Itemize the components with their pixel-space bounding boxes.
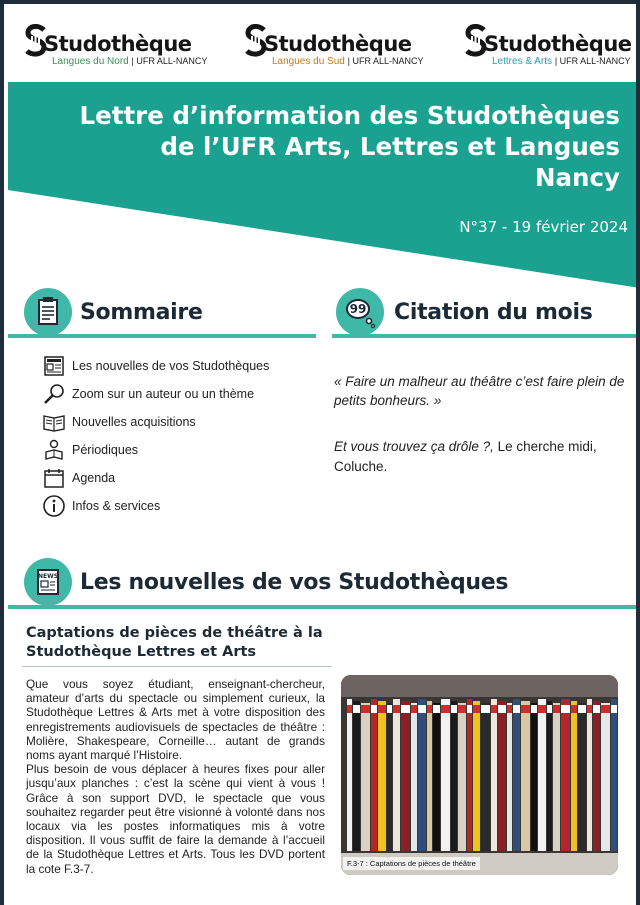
toc-item-zoom[interactable] [42,382,302,406]
title-line-2: de l’UFR Arts, Lettres et Langues [160,132,620,161]
sommaire-rule [8,334,316,338]
article-body [26,677,325,876]
logo-name: Studothèque [264,32,412,56]
dvd-label [611,705,617,713]
article-title: Captations de pièces de théâtre à la Studothèque Lettres et Arts [26,625,323,660]
dvd-label [371,705,377,713]
dvd-label [578,705,586,713]
toc-item-agenda[interactable] [42,466,302,490]
dvd-spine [441,699,450,851]
toc-item-nouvelles[interactable] [42,354,302,378]
dvd-label [467,705,472,713]
logo-langues-du-nord [24,24,208,72]
nouvelles-title: Les nouvelles de vos Studothèques [80,570,509,595]
dvd-spine [521,701,530,851]
dvd-label [481,705,490,713]
toc-label: Zoom sur un auteur ou un thème [72,387,255,401]
dvd-spine [427,701,432,851]
nouvelles-rule [8,605,636,609]
title-line-1: Lettre d’information des Studothèques [79,101,620,130]
logo-tag: UFR ALL-NANCY [136,56,208,66]
dvd-label [498,705,506,713]
logo-sub-label: Lettres & Arts [492,56,553,67]
dvd-spine [513,699,520,851]
dvd-spine [481,703,490,851]
dvd-label [553,705,560,713]
logo-tag: UFR ALL-NANCY [559,56,631,66]
dvd-label [401,705,410,713]
dvd-label [531,705,537,713]
logo-langues-du-sud [244,24,424,72]
logo-subtitle: Langues du Nord | UFR ALL-NANCY [52,56,208,67]
dvd-label [593,705,600,713]
title-line-3: Nancy [535,163,620,192]
toc-item-infos[interactable] [42,494,302,518]
dvd-spine [587,699,592,851]
dvd-label [427,705,432,713]
dvd-label [411,705,417,713]
dvd-label [347,705,352,713]
quote-italic: « Faire un malheur au théâtre c’est faire plein de petits bonheurs. » [334,374,625,408]
issue-number-date: N°37 - 19 février 2024 [459,218,628,236]
dvd-spine [491,699,497,851]
dvd-label [571,705,577,713]
newsletter-title [40,100,620,193]
quote-source-work: Et vous trouvez ça drôle ?, [334,439,494,454]
dvd-label [441,705,450,713]
dvd-label [561,705,570,713]
toc-label: Périodiques [72,443,139,457]
dvd-label [393,705,400,713]
dvd-spine [601,703,610,851]
reader-icon [42,438,66,462]
toc-label: Infos & services [72,499,161,513]
dvd-spine [611,699,617,851]
dvd-spine [571,701,577,851]
dvd-spine [387,703,392,851]
toc-item-periodiques[interactable] [42,438,302,462]
logo-sub-label: Langues du Sud [272,56,345,67]
article-paragraph-2: Plus besoin de vous déplacer à heures fixes pour aller jusqu’aux planches : c’est la scène qui vient à vous ! Grâce à son support DVD, le spectacle que vous souhaitez regarder peut être visionné à volonté dans nos locaux via les postes informatiques mis à votre disposition. Il vous suffit de faire la demande à l’accueil de la Studothèque Lettres et Arts. Tous les DVD portent la cote F.3-7. [26,762,325,876]
dvd-label [458,705,466,713]
article-paragraph-1: Que vous soyez étudiant, enseignant-chercheur, amateur d’arts du spectacle ou simplement curieux, la Studothèque Lettres & Arts met à votre disposition des enregistrements audiovisuels de spectacles de théâtre : Molière, Shakespeare, Corneille… autant de grands noms ayant marqué l’Histoire. [26,677,325,763]
news-icon [24,558,72,606]
header-banner [8,82,640,302]
dvd-spine [433,703,440,851]
dvd-spine [411,703,417,851]
logo-tag: UFR ALL-NANCY [352,56,424,66]
dvd-spine [371,699,377,851]
newspaper-icon [42,354,66,378]
dvd-label [451,705,457,713]
dvd-spine [347,699,352,851]
dvd-label [491,705,497,713]
dvd-spine [561,699,570,851]
dvd-spine [473,701,480,851]
dvd-label [513,705,520,713]
logo-subtitle: Lettres & Arts | UFR ALL-NANCY [492,56,631,67]
speech-bubble-icon [336,288,384,336]
svg-text:NEWS: NEWS [37,573,59,580]
dvd-spine [393,699,400,851]
dvd-label [378,705,386,713]
open-book-icon [42,410,66,434]
dvd-spine [361,703,370,851]
logo-name: Studothèque [484,32,632,56]
dvd-spine [553,703,560,851]
info-icon [42,494,66,518]
dvd-spine [531,703,537,851]
toc-label: Les nouvelles de vos Studothèques [72,359,270,373]
article-title-rule [22,666,332,667]
citation-title: Citation du mois [394,300,593,325]
dvd-label [418,705,426,713]
dvd-label [521,705,530,713]
sommaire-title: Sommaire [80,300,203,325]
dvd-spine [451,701,457,851]
dvd-shelf-illustration [341,675,618,875]
dvd-label [361,705,370,713]
dvd-spine [578,703,586,851]
quote-source-author: Le cherche midi, Coluche. [334,439,597,474]
dvd-spine [547,701,552,851]
dvd-spine [418,699,426,851]
dvd-label [538,705,546,713]
dvd-label [507,705,512,713]
dvd-label [547,705,552,713]
quote-source [334,437,634,477]
dvd-shelf-photo [341,675,618,875]
logo-sub-label: Langues du Nord [52,56,129,67]
quote-text [334,372,630,410]
dvd-spine [593,701,600,851]
logo-name: Studothèque [44,32,192,56]
svg-text:99: 99 [349,302,367,316]
dvd-spine [401,701,410,851]
toc-label: Agenda [72,471,116,485]
clipboard-icon [24,288,72,336]
magnifier-icon [42,382,66,406]
dvd-spine [507,703,512,851]
dvd-label [601,705,610,713]
dvd-label [353,705,360,713]
toc-item-acquisitions[interactable] [42,410,302,434]
dvd-label [473,705,480,713]
dvd-spine [467,699,472,851]
dvd-label [433,705,440,713]
dvd-label [387,705,392,713]
dvd-spine [458,703,466,851]
citation-rule [332,334,636,338]
dvd-spine [498,701,506,851]
photo-caption: F.3-7 : Captations de pièces de théâtre [343,857,480,870]
dvd-spine [353,701,360,851]
calendar-icon [42,466,66,490]
dvd-spine [378,701,386,851]
dvd-label [587,705,592,713]
logo-subtitle: Langues du Sud | UFR ALL-NANCY [272,56,424,67]
dvd-spine [538,699,546,851]
logo-lettres-et-arts [464,24,634,72]
toc-label: Nouvelles acquisitions [72,415,196,429]
